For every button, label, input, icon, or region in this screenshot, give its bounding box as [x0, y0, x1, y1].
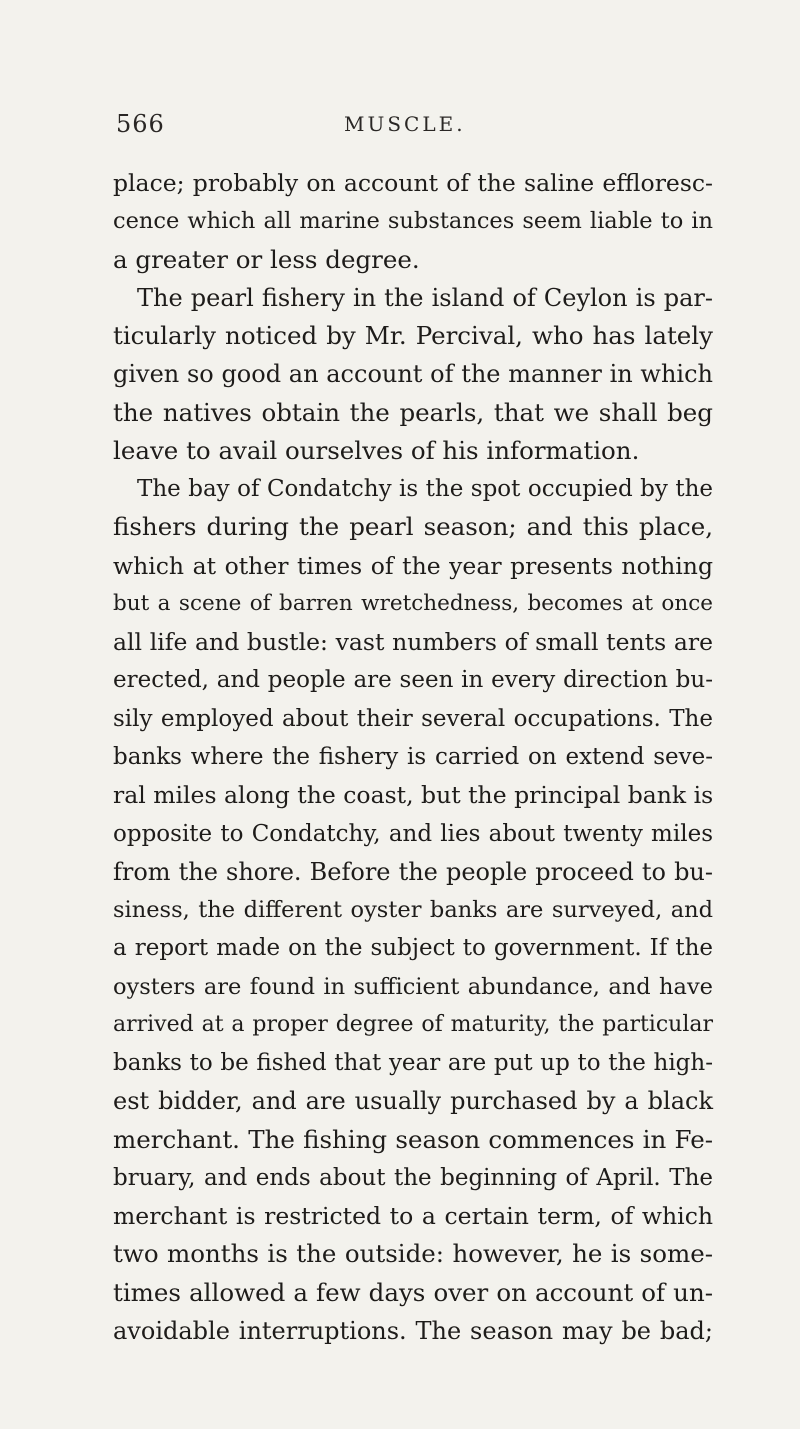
text-line: fishers during the pearl season; and this place, — [113, 512, 713, 542]
running-head: MUSCLE. — [344, 112, 466, 136]
text-line: bruary, and ends about the beginning of April. The — [113, 1164, 713, 1191]
text-line: sily employed about their several occupations. The — [113, 705, 713, 732]
text-line: siness, the different oyster banks are surveyed, and — [113, 897, 713, 924]
text-line: ticularly noticed by Mr. Percival, who has lately — [113, 321, 713, 351]
text-line: merchant. The fishing season commences in Fe- — [113, 1124, 713, 1154]
text-line: ral miles along the coast, but the principal bank is — [113, 781, 714, 810]
text-line: cence which all marine substances seem liable to in — [113, 208, 713, 235]
text-line: arrived at a proper degree of maturity, the particular — [113, 1011, 713, 1037]
text-line: a report made on the subject to government. If the — [113, 935, 713, 962]
text-line: a greater or less degree. — [113, 244, 420, 274]
text-line: place; probably on account of the saline effloresc- — [113, 169, 713, 197]
text-line: est bidder, and are usually purchased by a black — [113, 1087, 713, 1116]
text-line: the natives obtain the pearls, that we shall beg — [113, 397, 713, 427]
text-line: The pearl fishery in the island of Ceylon is par- — [137, 283, 713, 312]
text-line: two months is the outside: however, he is some- — [113, 1239, 713, 1269]
text-line: all life and bustle: vast numbers of small tents are — [113, 628, 713, 657]
text-line: merchant is restricted to a certain term, of which — [113, 1202, 713, 1231]
text-line: which at other times of the year presents nothing — [113, 551, 713, 580]
text-line: erected, and people are seen in every direction bu- — [113, 667, 713, 694]
text-line: opposite to Condatchy, and lies about twenty miles — [113, 820, 713, 847]
text-line: avoidable interruptions. The season may be bad; — [113, 1316, 713, 1345]
page-header — [0, 110, 800, 150]
text-line: The bay of Condatchy is the spot occupied by the — [137, 476, 713, 503]
text-line: times allowed a few days over on account of un- — [113, 1277, 713, 1307]
text-line: oysters are found in sufficient abundance, and have — [113, 973, 713, 1000]
text-line: from the shore. Before the people proceed to bu- — [113, 857, 713, 886]
text-line: leave to avail ourselves of his information. — [113, 435, 640, 465]
text-line: but a scene of barren wretchedness, becomes at once — [113, 590, 713, 616]
text-line: banks where the fishery is carried on extend seve- — [113, 743, 713, 770]
body-text — [113, 164, 713, 1350]
page-number: 566 — [116, 110, 165, 138]
text-line: given so good an account of the manner in which — [113, 360, 713, 389]
text-line: banks to be fished that year are put up to the high- — [113, 1050, 713, 1077]
